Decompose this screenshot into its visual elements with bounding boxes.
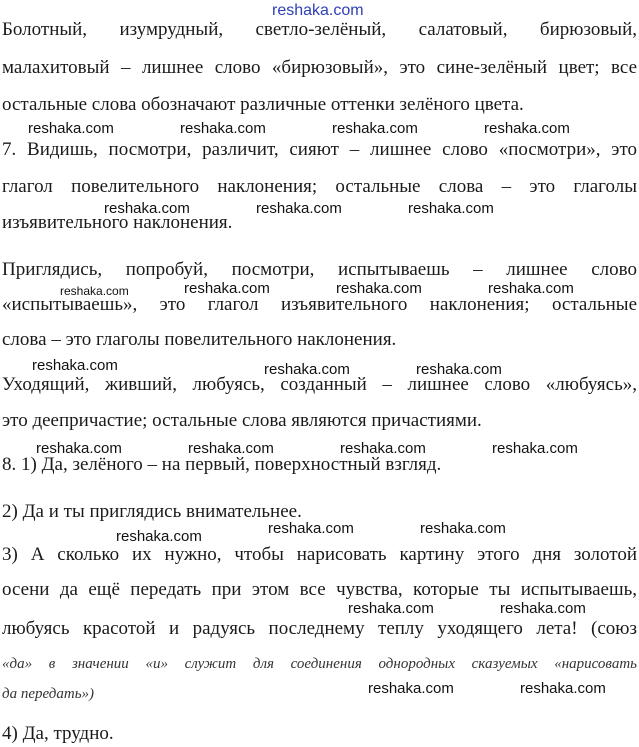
- watermark: reshaka.com: [488, 280, 574, 297]
- text-line: да передать»): [2, 686, 95, 702]
- watermark: reshaka.com: [60, 284, 129, 298]
- watermark: reshaka.com: [348, 600, 434, 617]
- watermark: reshaka.com: [268, 520, 354, 537]
- watermark: reshaka.com: [368, 680, 454, 697]
- text-line: 4) Да, трудно.: [2, 723, 114, 744]
- watermark: reshaka.com: [188, 440, 274, 457]
- text-line: это деепричастие; остальные слова являются причастиями.: [2, 410, 482, 431]
- text-line: 8. 1) Да, зелёного – на первый, поверхностный взгляд.: [2, 454, 442, 475]
- watermark: reshaka.com: [184, 280, 270, 297]
- watermark: reshaka.com: [116, 528, 202, 545]
- text-line: глагол повелительного наклонения; остальные слова – это глаголы: [2, 176, 637, 197]
- watermark: reshaka.com: [408, 200, 494, 217]
- watermark: reshaka.com: [28, 120, 114, 137]
- text-line: 3) А сколько их нужно, чтобы нарисовать картину этого дня золотой: [2, 544, 637, 565]
- watermark: reshaka.com: [336, 280, 422, 297]
- watermark: reshaka.com: [180, 120, 266, 137]
- text-line: «испытываешь», это глагол изъявительного наклонения; остальные: [2, 294, 637, 315]
- text-line: малахитовый – лишнее слово «бирюзовый», это сине-зелёный цвет; все: [2, 57, 637, 78]
- watermark: reshaka.com: [340, 440, 426, 457]
- header-watermark: reshaka.com: [272, 2, 364, 19]
- watermark: reshaka.com: [520, 680, 606, 697]
- text-line: Приглядись, попробуй, посмотри, испытываешь – лишнее слово: [2, 259, 637, 280]
- watermark: reshaka.com: [500, 600, 586, 617]
- watermark: reshaka.com: [36, 440, 122, 457]
- watermark: reshaka.com: [264, 361, 350, 378]
- watermark: reshaka.com: [484, 120, 570, 137]
- text-line: Уходящий, живший, любуясь, созданный – лишнее слово «любуясь»,: [2, 374, 637, 395]
- watermark: reshaka.com: [104, 200, 190, 217]
- watermark: reshaka.com: [492, 440, 578, 457]
- watermark: reshaka.com: [416, 361, 502, 378]
- watermark: reshaka.com: [420, 520, 506, 537]
- text-line: 2) Да и ты приглядись внимательнее.: [2, 501, 302, 522]
- watermark: reshaka.com: [332, 120, 418, 137]
- text-line: остальные слова обозначают различные оттенки зелёного цвета.: [2, 94, 524, 115]
- text-line: слова – это глаголы повелительного наклонения.: [2, 329, 397, 350]
- text-line: осени да ещё передать при этом все чувства, которые ты испытываешь,: [2, 579, 637, 600]
- text-line: 7. Видишь, посмотри, различит, сияют – лишнее слово «посмотри», это: [2, 139, 637, 160]
- text-line: «да» в значении «и» служит для соединения однородных сказуемых «нарисовать: [2, 656, 637, 672]
- text-line: Болотный, изумрудный, светло-зелёный, салатовый, бирюзовый,: [2, 19, 637, 40]
- watermark: reshaka.com: [256, 200, 342, 217]
- text-line: изъявительного наклонения.: [2, 212, 233, 233]
- text-line: любуясь красотой и радуясь последнему теплу уходящего лета! (союз: [2, 618, 637, 639]
- watermark: reshaka.com: [32, 357, 118, 374]
